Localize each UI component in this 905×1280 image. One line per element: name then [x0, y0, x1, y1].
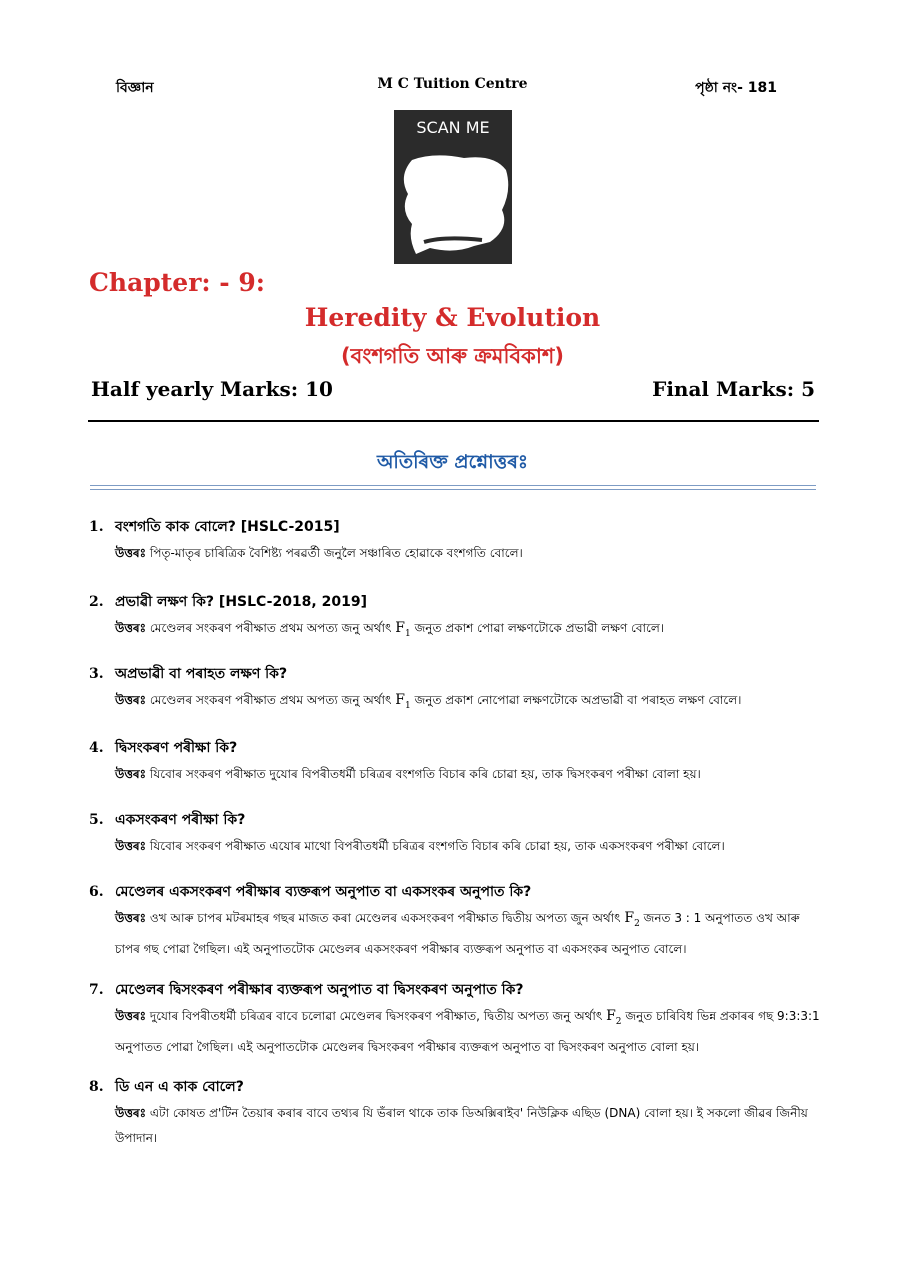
answer	[115, 616, 824, 647]
f2-symbol: $F_2$	[606, 1008, 622, 1027]
topic-title: Heredity & Evolution	[304, 303, 601, 332]
question	[89, 980, 824, 1000]
header-subject: বিজ্ঞান	[116, 80, 154, 96]
qa-item-1	[89, 517, 824, 566]
answer-text: মেণ্ডেলৰ সংকৰণ পৰীক্ষাত প্ৰথম অপত্য জনু অৰ্থাৎ	[149, 693, 392, 707]
answer-text: ওখ আৰু চাপৰ মটৰমাহৰ গছৰ মাজত কৰা মেণ্ডেলৰ একসংকৰণ পৰীক্ষাত দ্বিতীয় অপত্য জুন অৰ্থাৎ	[149, 911, 621, 925]
answer	[115, 834, 824, 859]
section-title: অতিৰিক্ত প্ৰশ্নোত্তৰঃ	[376, 451, 529, 473]
answer-label: উত্তৰঃ	[115, 839, 147, 853]
answer	[115, 688, 824, 719]
question-text: দ্বিসংকৰণ পৰীক্ষা কি?	[115, 740, 238, 756]
answer-label: উত্তৰঃ	[115, 911, 147, 925]
question-number: 2.	[89, 594, 104, 610]
question-number: 7.	[89, 982, 104, 998]
question-text: মেণ্ডেলৰ দ্বিসংকৰণ পৰীক্ষাৰ ব্যক্তৰূপ অনুপাত বা দ্বিসংকৰণ অনুপাত কি?	[115, 982, 524, 998]
question	[89, 1077, 824, 1097]
answer-text: যিবোৰ সংকৰণ পৰীক্ষাত দুযোৰ বিপৰীতধৰ্মী চৰিত্ৰৰ বংশগতি বিচাৰ কৰি চোৱা হয়, তাক দ্বিসংকৰণ পৰীক্ষা বোলা হয়।	[149, 767, 701, 781]
answer-text-cont: জনুত প্ৰকাশ নোপোৱা লক্ষণটোকে অপ্ৰভাৱী বা পৰাহত লক্ষণ বোলে।	[414, 693, 742, 707]
qr-scan-label: SCAN ME	[416, 118, 490, 137]
answer	[115, 1004, 824, 1060]
answer-text: মেণ্ডেলৰ সংকৰণ পৰীক্ষাত প্ৰথম অপত্য জনু অৰ্থাৎ	[149, 621, 392, 635]
qa-item-7	[89, 980, 824, 1060]
question-number: 3.	[89, 666, 104, 682]
qa-item-6	[89, 882, 824, 962]
question	[89, 810, 824, 830]
answer	[115, 762, 824, 787]
answer-text-cont: জনুত চাৰিবিধ ভিন্ন প্ৰকাৰৰ গছ 9:3:3:1 অনুপাতত পোৱা গৈছিল। এই অনুপাতটোক মেণ্ডেলৰ দ্বিসংকৰণ পৰীক্ষাৰ ব্যক্তৰূপ অনুপাত বা দ্বিসংকৰণ অনুপাত বোলা হয়।	[115, 1009, 820, 1054]
qr-code	[394, 110, 512, 264]
question-number: 8.	[89, 1079, 104, 1095]
qa-item-8	[89, 1077, 824, 1151]
qr-redaction-mask-icon	[394, 150, 512, 262]
qa-item-3	[89, 664, 824, 719]
question-text: অপ্ৰভাৱী বা পৰাহত লক্ষণ কি?	[115, 666, 288, 682]
question-number: 6.	[89, 884, 104, 900]
topic-subtitle: (বংশগতি আৰু ক্ৰমবিকাশ)	[341, 344, 564, 368]
answer	[115, 906, 824, 962]
answer-text: পিতৃ-মাতৃৰ চাৰিত্ৰিক বৈশিষ্ট্য পৰৱৰ্তী জনুলৈ সঞ্চাৰিত হোৱাকে বংশগতি বোলে।	[149, 546, 523, 560]
answer-label: উত্তৰঃ	[115, 1106, 147, 1120]
question-text: একসংকৰণ পৰীক্ষা কি?	[115, 812, 246, 828]
question	[89, 517, 824, 537]
qa-item-5	[89, 810, 824, 859]
question	[89, 738, 824, 758]
answer-label: উত্তৰঃ	[115, 693, 147, 707]
chapter-title: Chapter: - 9:	[89, 268, 266, 297]
header-page-number: পৃষ্ঠা নং- 181	[695, 80, 777, 96]
answer-label: উত্তৰঃ	[115, 546, 147, 560]
half-yearly-marks: Half yearly Marks: 10	[91, 377, 333, 401]
answer-text-cont: জনুত প্ৰকাশ পোৱা লক্ষণটোকে প্ৰভাৱী লক্ষণ বোলে।	[414, 621, 665, 635]
qa-item-4	[89, 738, 824, 787]
answer-text-cont: জনত 3 : 1 অনুপাতত ওখ আৰু চাপৰ গছ পোৱা গৈছিল। এই অনুপাতটোক মেণ্ডেলৰ একসংকৰণ পৰীক্ষাৰ ব্যক্তৰূপ অনুপাত বা একসংকৰ অনুপাত বোলে।	[115, 911, 800, 956]
answer-label: উত্তৰঃ	[115, 1009, 147, 1023]
double-divider	[90, 485, 816, 490]
answer	[115, 1101, 824, 1151]
answer-label: উত্তৰঃ	[115, 621, 147, 635]
header-institute: M C Tuition Centre	[377, 76, 528, 92]
answer-text: যিবোৰ সংকৰণ পৰীক্ষাত এযোৰ মাথো বিপৰীতধৰ্মী চৰিত্ৰৰ বংশগতি বিচাৰ কৰি চোৱা হয়, তাক একসংকৰণ পৰীক্ষা বোলে।	[149, 839, 725, 853]
f1-symbol: $F_1$	[395, 620, 411, 639]
question-number: 4.	[89, 740, 104, 756]
question-number: 1.	[89, 519, 104, 535]
question	[89, 664, 824, 684]
answer	[115, 541, 824, 566]
answer-text: এটা কোষত প্ৰ'টিন তৈয়াৰ কৰাৰ বাবে তথ্যৰ যি ভঁৰাল থাকে তাক ডিঅক্সিৰাইব' নিউক্লিক এছিড (DNA) বোলা হয়। ই সকলো জীৱৰ জিনীয় উপাদান।	[115, 1106, 808, 1145]
question	[89, 882, 824, 902]
question-text: ডি এন এ কাক বোলে?	[115, 1079, 244, 1095]
f2-symbol: $F_2$	[624, 910, 640, 929]
question	[89, 592, 824, 612]
answer-text: দুযোৰ বিপৰীতধৰ্মী চৰিত্ৰৰ বাবে চলোৱা মেণ্ডেলৰ দ্বিসংকৰণ পৰীক্ষাত, দ্বিতীয় অপত্য জনু অৰ্থাৎ	[149, 1009, 603, 1023]
answer-label: উত্তৰঃ	[115, 767, 147, 781]
qa-item-2	[89, 592, 824, 647]
question-text: বংশগতি কাক বোলে? [HSLC-2015]	[115, 519, 340, 535]
f1-symbol: $F_1$	[395, 692, 411, 711]
question-text: প্ৰভাৱী লক্ষণ কি? [HSLC-2018, 2019]	[115, 594, 367, 610]
divider	[88, 420, 819, 422]
question-text: মেণ্ডেলৰ একসংকৰণ পৰীক্ষাৰ ব্যক্তৰূপ অনুপাত বা একসংকৰ অনুপাত কি?	[115, 884, 532, 900]
question-number: 5.	[89, 812, 104, 828]
final-marks: Final Marks: 5	[652, 377, 815, 401]
